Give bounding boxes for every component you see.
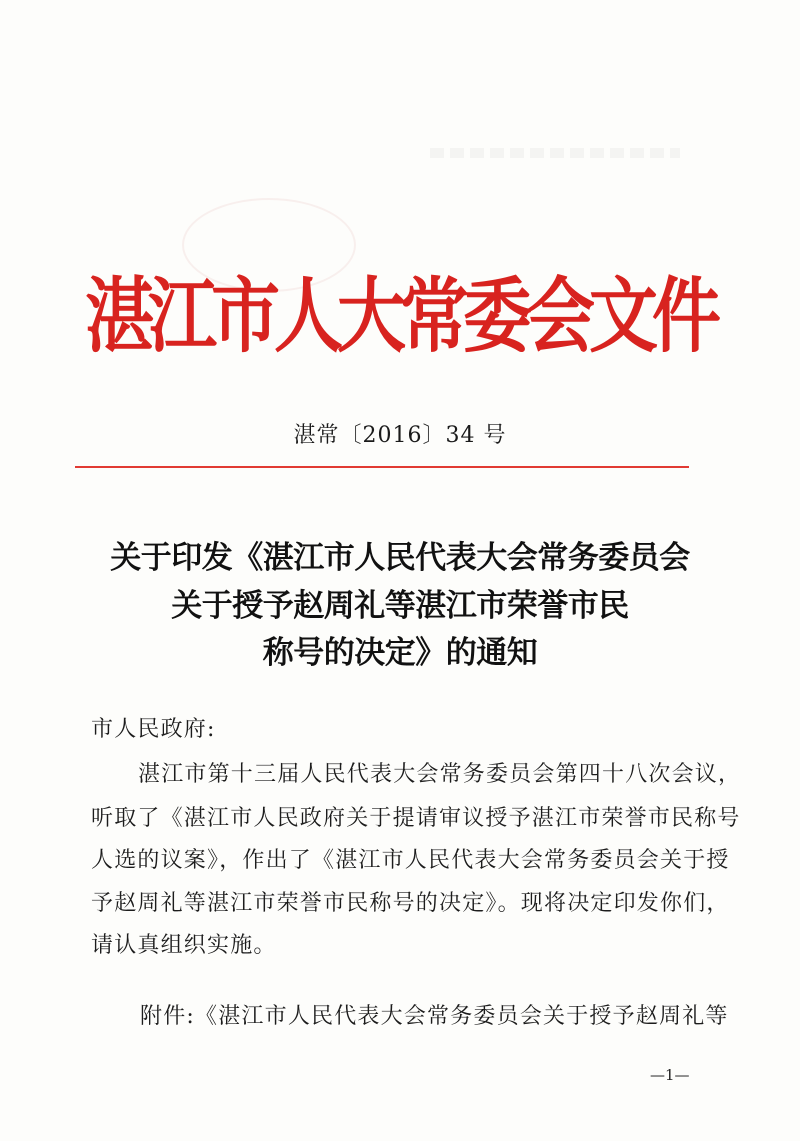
body-line-1: 湛江市第十三届人民代表大会常务委员会第四十八次会议， xyxy=(138,762,742,787)
attachment-line: 附件:《湛江市人民代表大会常务委员会关于授予赵周礼等 xyxy=(140,1004,729,1029)
title-line-2: 关于授予赵周礼等湛江市荣誉市民 xyxy=(171,588,629,624)
document-number: 湛常〔2016〕34 号 xyxy=(293,423,507,448)
salutation: 市人民政府: xyxy=(91,717,216,742)
red-divider-line xyxy=(75,466,689,468)
page-number: —1— xyxy=(650,1066,690,1084)
faint-bleed-through xyxy=(430,148,680,158)
document-masthead: 湛江市人大常委会文件 xyxy=(85,268,715,365)
body-line-4: 予赵周礼等湛江市荣誉市民称号的决定》。现将决定印发你们， xyxy=(91,891,730,916)
title-line-3: 称号的决定》的通知 xyxy=(262,635,538,671)
body-line-3: 人选的议案》，作出了《湛江市人民代表大会常务委员会关于授 xyxy=(91,848,730,873)
body-line-2: 听取了《湛江市人民政府关于提请审议授予湛江市荣誉市民称号 xyxy=(91,806,741,831)
body-line-5: 请认真组织实施。 xyxy=(91,933,277,958)
title-line-1: 关于印发《湛江市人民代表大会常务委员会 xyxy=(110,540,690,576)
